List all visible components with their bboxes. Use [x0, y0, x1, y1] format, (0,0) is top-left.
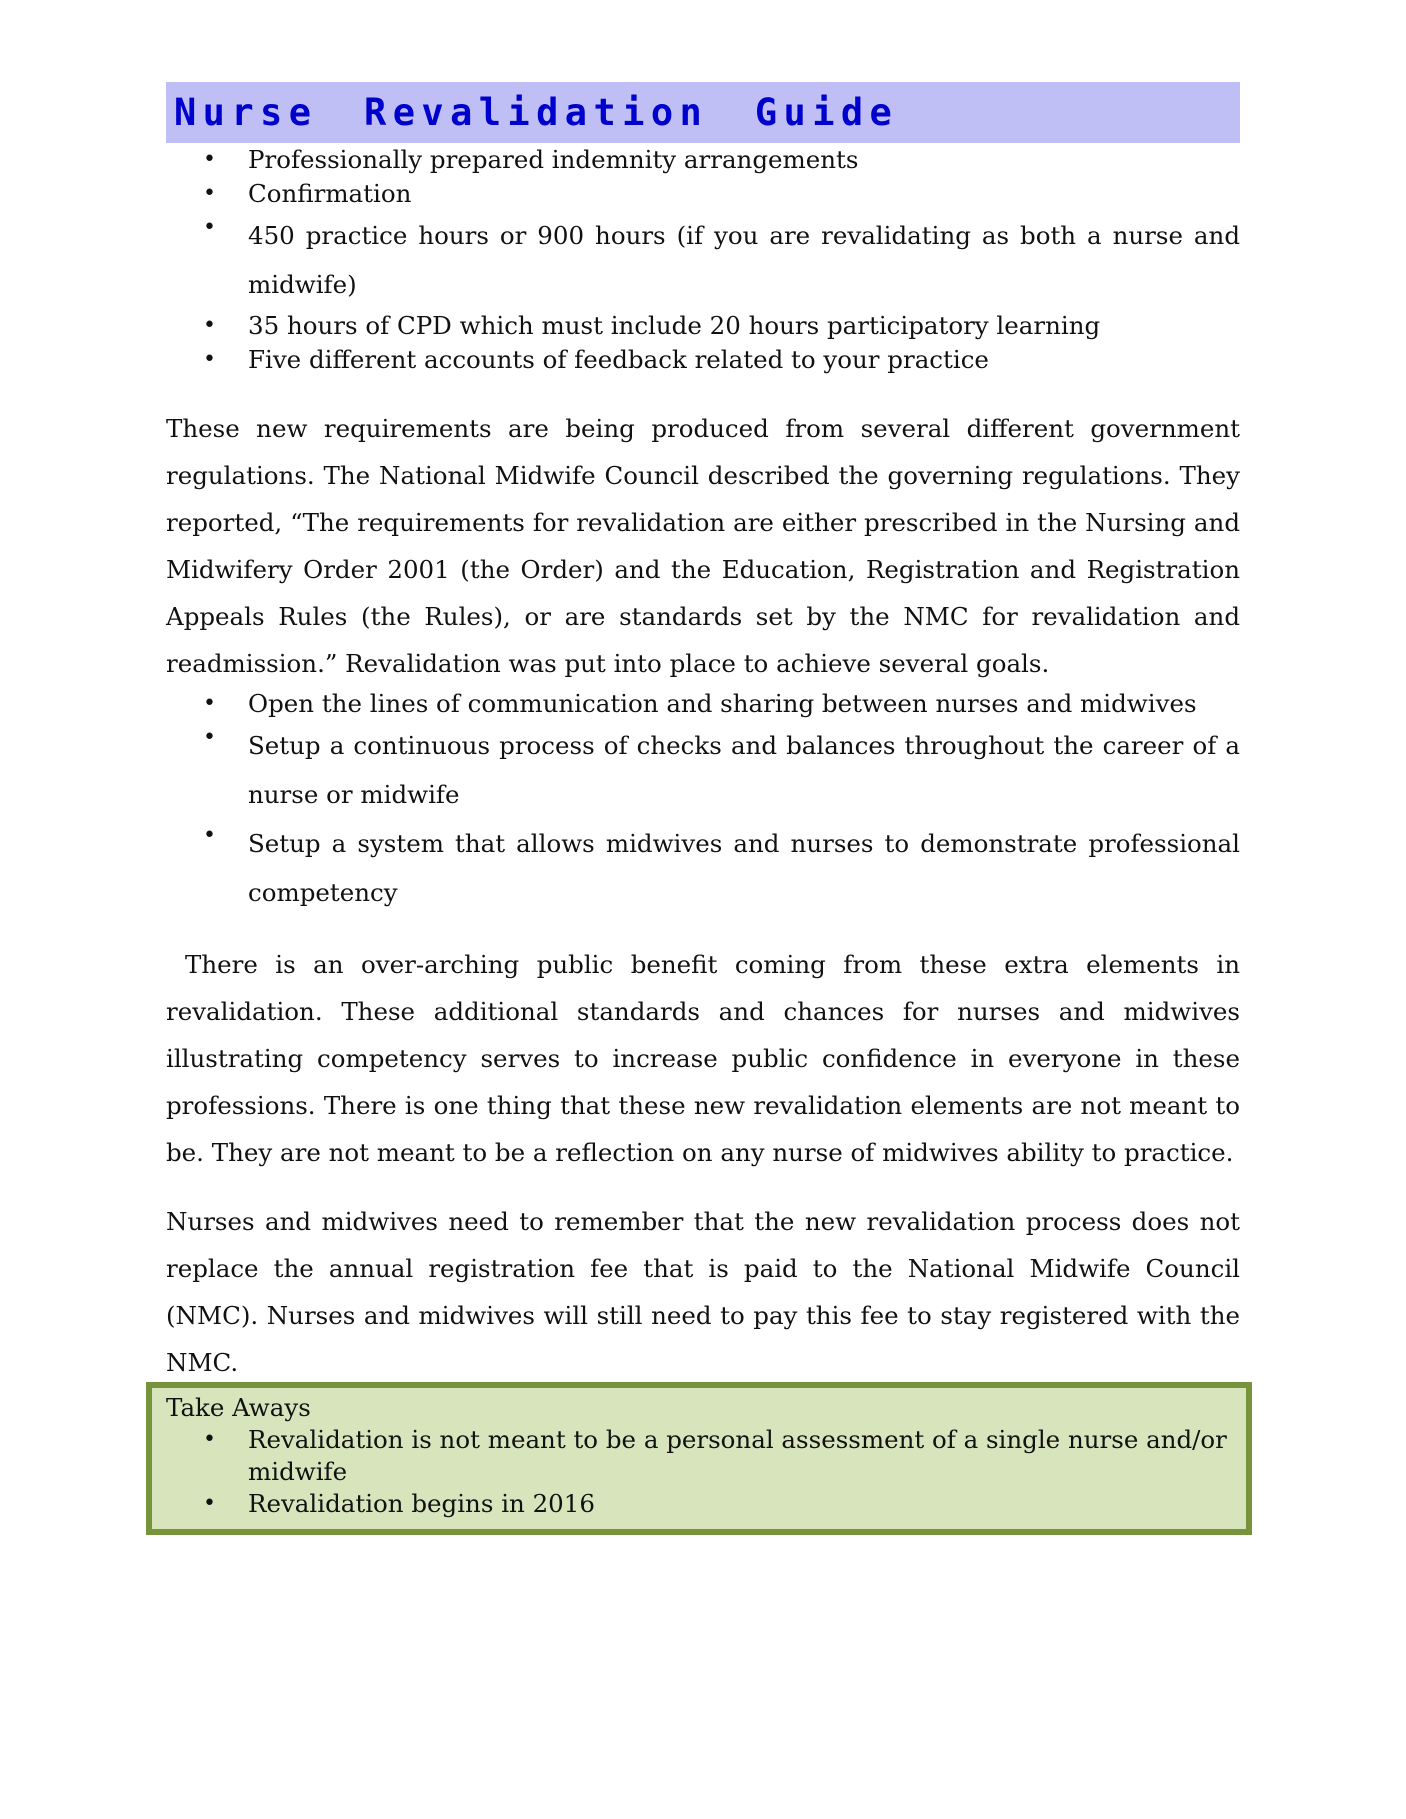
- takeaways-title: Take Aways: [166, 1393, 311, 1422]
- list-item: [166, 143, 1240, 177]
- paragraph-public-benefit: There is an over-arching public benefit coming from these extra elements in revalidation. These additional standards and chances for nurses and midwives illustrating competency serves to increase public confidence in everyone in these professions. There is one thing that these new revalidation elements are not meant to be. They are not meant to be a reflection on any nurse of midwives ability to practice.: [166, 950, 1240, 1167]
- list-item: [166, 819, 1240, 917]
- bullet-icon: •: [203, 823, 216, 848]
- list-item-text: Five different accounts of feedback related to your practice: [248, 345, 989, 374]
- bullet-icon: •: [203, 181, 216, 206]
- list-item: [166, 1488, 1232, 1520]
- list-item: [166, 687, 1240, 721]
- document-title: Nurse Revalidation Guide: [174, 91, 899, 134]
- takeaways-list: [166, 1424, 1232, 1520]
- list-item: [166, 343, 1240, 377]
- bullet-icon: •: [203, 725, 216, 750]
- requirements-list: [166, 143, 1240, 377]
- list-item-text: 450 practice hours or 900 hours (if you are revalidating as both a nurse and midwife): [248, 221, 1240, 299]
- bullet-icon: •: [203, 313, 216, 338]
- bullet-icon: •: [203, 347, 216, 372]
- paragraph-registration-fee: Nurses and midwives need to remember that the new revalidation process does not replace the annual registration fee that is paid to the National Midwife Council (NMC). Nurses and midwives will still need to pay this fee to stay registered with the NMC.: [166, 1207, 1240, 1377]
- paragraph-regulations: These new requirements are being produced from several different government regulations. The National Midwife Council described the governing regulations. They reported, “The requirements for revalidation are either prescribed in the Nursing and Midwifery Order 2001 (the Order) and the Education, Registration and Registration Appeals Rules (the Rules), or are standards set by the NMC for revalidation and readmission.” Revalidation was put into place to achieve several goals.: [166, 414, 1240, 678]
- bullet-icon: •: [203, 1427, 216, 1452]
- list-item: [166, 1424, 1232, 1488]
- goals-list: [166, 687, 1240, 917]
- bullet-icon: •: [203, 215, 216, 240]
- list-item-text: Revalidation begins in 2016: [248, 1489, 595, 1518]
- document-page: [166, 82, 1240, 1386]
- bullet-icon: •: [203, 691, 216, 716]
- list-item: [166, 721, 1240, 819]
- takeaways-box: [146, 1382, 1252, 1535]
- bullet-icon: •: [203, 1491, 216, 1516]
- list-item: [166, 309, 1240, 343]
- title-banner: [166, 82, 1240, 143]
- list-item-text: Setup a system that allows midwives and nurses to demonstrate professional competency: [248, 829, 1240, 907]
- list-item-text: Confirmation: [248, 179, 412, 208]
- list-item: [166, 211, 1240, 309]
- bullet-icon: •: [203, 147, 216, 172]
- list-item-text: Open the lines of communication and sharing between nurses and midwives: [248, 689, 1197, 718]
- list-item-text: 35 hours of CPD which must include 20 hours participatory learning: [248, 311, 1101, 340]
- list-item-text: Revalidation is not meant to be a personal assessment of a single nurse and/or midwife: [248, 1425, 1227, 1486]
- list-item-text: Setup a continuous process of checks and balances throughout the career of a nurse or midwife: [248, 731, 1240, 809]
- list-item-text: Professionally prepared indemnity arrangements: [248, 145, 859, 174]
- list-item: [166, 177, 1240, 211]
